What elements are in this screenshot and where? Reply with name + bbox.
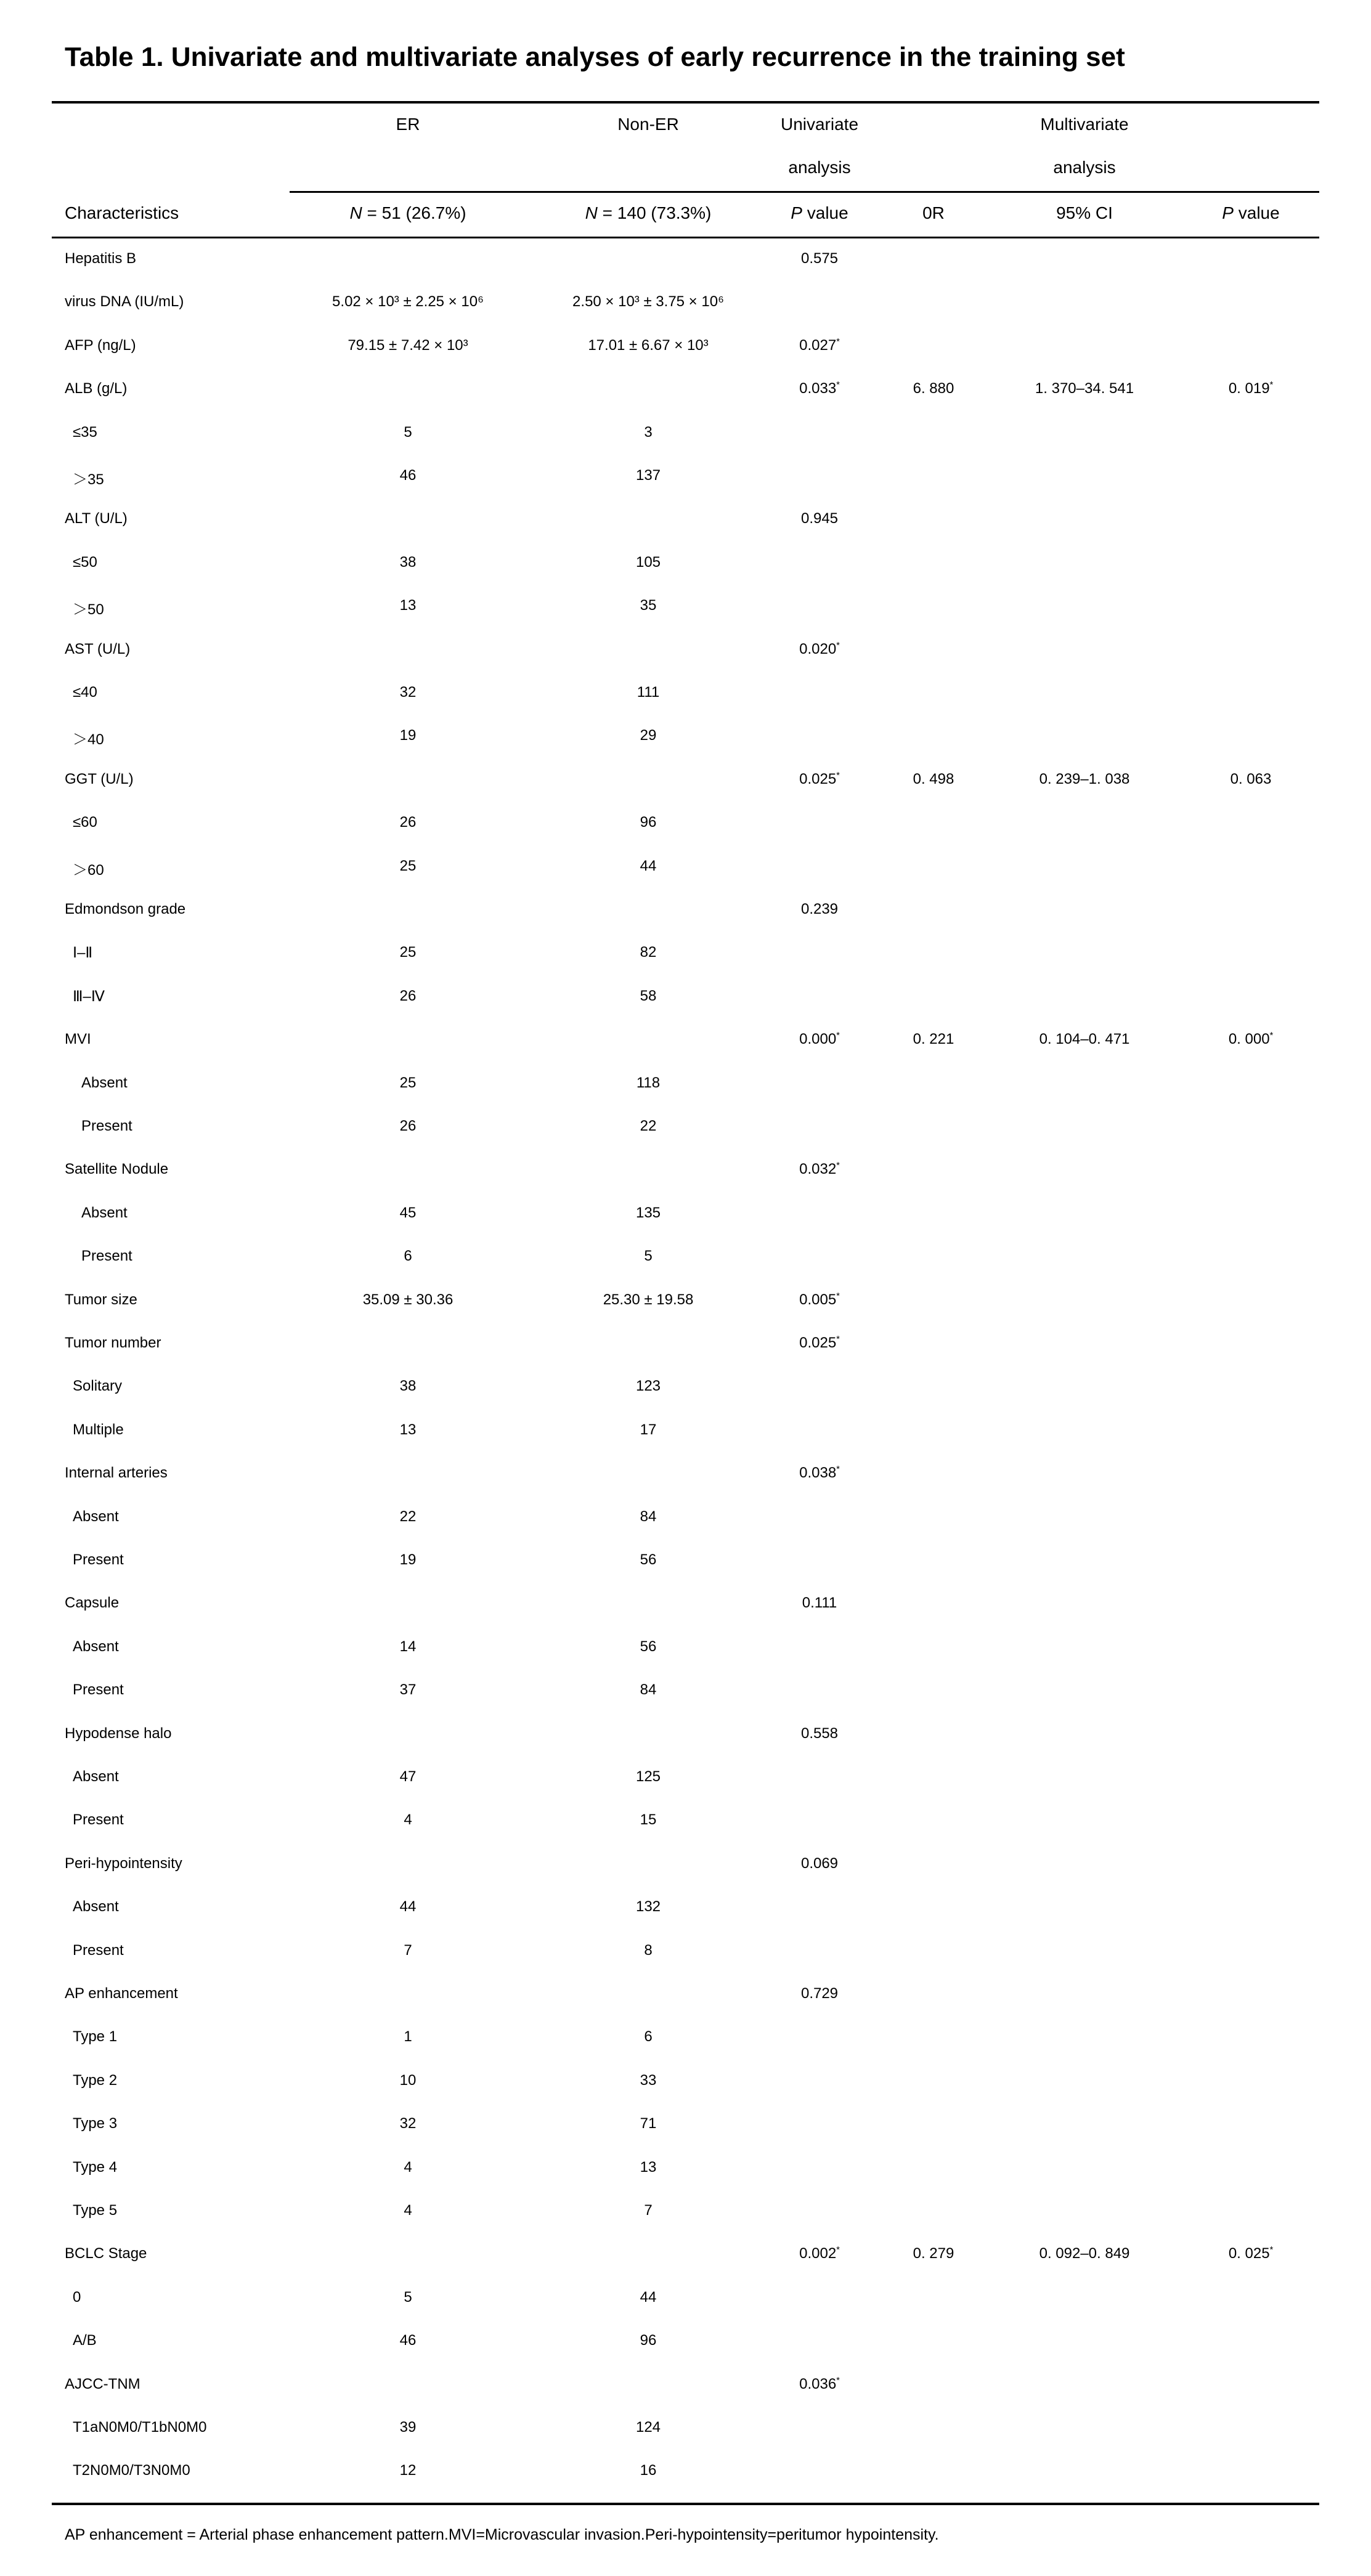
row-univariate-p: 0.000* bbox=[799, 1031, 840, 1047]
row-characteristic: A/B bbox=[73, 2332, 97, 2349]
header-p-value-text: value bbox=[802, 203, 848, 222]
row-er-value: 14 bbox=[399, 1638, 417, 1655]
row-characteristic: AFP (ng/L) bbox=[65, 337, 136, 354]
row-characteristic: Type 5 bbox=[73, 2202, 118, 2219]
header-multi-p-value-text: value bbox=[1233, 203, 1280, 222]
row-er-value: 79.15 ± 7.42 × 10³ bbox=[348, 337, 468, 354]
row-characteristic: Internal arteries bbox=[65, 1465, 168, 1481]
header-non-er-n-text: = 140 (73.3%) bbox=[597, 203, 712, 222]
row-characteristic: Present bbox=[73, 1681, 124, 1698]
header-non-er-n: N = 140 (73.3%) bbox=[585, 203, 712, 222]
row-characteristic: Tumor size bbox=[65, 1291, 137, 1308]
row-non-er-value: 2.50 × 10³ ± 3.75 × 10⁶ bbox=[572, 293, 724, 310]
row-characteristic: Absent bbox=[81, 1075, 128, 1091]
row-odds-ratio: 6. 880 bbox=[913, 380, 954, 397]
row-non-er-value: 15 bbox=[640, 1811, 657, 1828]
row-non-er-value: 124 bbox=[635, 2419, 661, 2436]
table-title: Table 1. Univariate and multivariate analyses of early recurrence in the training set bbox=[65, 42, 1125, 72]
row-non-er-value: 17.01 ± 6.67 × 10³ bbox=[588, 337, 709, 354]
bottom-rule bbox=[52, 2503, 1319, 2505]
row-univariate-p: 0.020* bbox=[799, 641, 840, 657]
row-odds-ratio: 0. 279 bbox=[913, 2245, 954, 2262]
row-characteristic: Absent bbox=[73, 1638, 119, 1655]
row-er-value: 38 bbox=[399, 554, 417, 571]
row-confidence-interval: 0. 092–0. 849 bbox=[1039, 2245, 1130, 2262]
row-er-value: 1 bbox=[404, 2028, 412, 2045]
row-non-er-value: 8 bbox=[644, 1942, 653, 1959]
row-univariate-p: 0.239 bbox=[800, 901, 839, 917]
row-univariate-p: 0.002* bbox=[799, 2245, 840, 2262]
row-confidence-interval: 1. 370–34. 541 bbox=[1035, 380, 1134, 397]
row-non-er-value: 33 bbox=[640, 2072, 657, 2089]
row-univariate-p: 0.729 bbox=[800, 1985, 839, 2002]
row-characteristic: ＞60 bbox=[73, 862, 104, 879]
row-characteristic: BCLC Stage bbox=[65, 2245, 147, 2262]
row-non-er-value: 105 bbox=[635, 554, 661, 571]
row-er-value: 4 bbox=[404, 2202, 412, 2219]
row-er-value: 46 bbox=[399, 2332, 417, 2349]
row-characteristic: Type 4 bbox=[73, 2159, 118, 2176]
row-non-er-value: 35 bbox=[640, 597, 657, 614]
row-univariate-p: 0.032* bbox=[799, 1161, 840, 1177]
row-er-value: 46 bbox=[399, 467, 417, 484]
row-non-er-value: 123 bbox=[635, 1378, 661, 1394]
row-non-er-value: 58 bbox=[640, 988, 657, 1004]
row-non-er-value: 96 bbox=[640, 814, 657, 831]
row-er-value: 12 bbox=[399, 2462, 417, 2479]
row-characteristic: AP enhancement bbox=[65, 1985, 178, 2002]
row-characteristic: Present bbox=[81, 1248, 132, 1264]
row-er-value: 26 bbox=[399, 814, 417, 831]
row-er-value: 35.09 ± 30.36 bbox=[362, 1291, 454, 1308]
row-er-value: 13 bbox=[399, 597, 417, 614]
row-characteristic: ＞50 bbox=[73, 601, 104, 618]
row-non-er-value: 3 bbox=[644, 424, 653, 441]
row-odds-ratio: 0. 498 bbox=[913, 771, 954, 787]
row-non-er-value: 84 bbox=[640, 1681, 657, 1698]
row-er-value: 13 bbox=[399, 1421, 417, 1438]
row-univariate-p: 0.945 bbox=[800, 510, 839, 527]
row-characteristic: Present bbox=[73, 1811, 124, 1828]
row-confidence-interval: 0. 239–1. 038 bbox=[1039, 771, 1130, 787]
row-er-value: 4 bbox=[404, 1811, 412, 1828]
row-characteristic: ＞35 bbox=[73, 471, 104, 488]
row-multivariate-p: 0. 019* bbox=[1228, 380, 1274, 397]
row-er-value: 10 bbox=[399, 2072, 417, 2089]
row-er-value: 22 bbox=[399, 1508, 417, 1525]
row-characteristic: Tumor number bbox=[65, 1335, 161, 1351]
row-univariate-p: 0.558 bbox=[800, 1725, 839, 1742]
row-non-er-value: 96 bbox=[640, 2332, 657, 2349]
row-non-er-value: 22 bbox=[640, 1118, 657, 1134]
header-ci: 95% CI bbox=[1056, 203, 1113, 222]
row-characteristic: MVI bbox=[65, 1031, 91, 1047]
row-characteristic: Capsule bbox=[65, 1595, 120, 1611]
row-univariate-p: 0.005* bbox=[799, 1291, 840, 1308]
header-multi-p-value: P value bbox=[1222, 203, 1280, 222]
row-er-value: 25 bbox=[399, 1075, 417, 1091]
row-non-er-value: 82 bbox=[640, 944, 657, 961]
header-univariate: Univariate bbox=[780, 115, 859, 134]
row-multivariate-p: 0. 000* bbox=[1228, 1031, 1274, 1047]
row-characteristic: Present bbox=[73, 1551, 124, 1568]
row-characteristic: Hypodense halo bbox=[65, 1725, 172, 1742]
row-characteristic: Multiple bbox=[73, 1421, 124, 1438]
row-characteristic: Ⅲ–Ⅳ bbox=[73, 988, 105, 1005]
row-odds-ratio: 0. 221 bbox=[913, 1031, 954, 1047]
row-non-er-value: 56 bbox=[640, 1638, 657, 1655]
row-characteristic: Present bbox=[73, 1942, 124, 1959]
row-characteristic: Type 2 bbox=[73, 2072, 118, 2089]
header-p-value: P value bbox=[791, 203, 848, 222]
row-characteristic: Type 3 bbox=[73, 2115, 118, 2132]
header-multivariate: Multivariate bbox=[1040, 115, 1129, 134]
row-multivariate-p: 0. 063 bbox=[1230, 771, 1272, 787]
header-multivariate-2: analysis bbox=[1053, 158, 1116, 177]
row-er-value: 25 bbox=[399, 858, 417, 874]
row-non-er-value: 29 bbox=[640, 727, 657, 744]
row-er-value: 38 bbox=[399, 1378, 417, 1394]
row-non-er-value: 13 bbox=[640, 2159, 657, 2176]
row-characteristic: Absent bbox=[81, 1205, 128, 1221]
row-er-value: 39 bbox=[399, 2419, 417, 2436]
row-non-er-value: 6 bbox=[644, 2028, 653, 2045]
row-non-er-value: 44 bbox=[640, 2289, 657, 2306]
row-er-value: 25 bbox=[399, 944, 417, 961]
row-univariate-p: 0.025* bbox=[799, 1335, 840, 1351]
row-multivariate-p: 0. 025* bbox=[1228, 2245, 1274, 2262]
row-univariate-p: 0.575 bbox=[800, 250, 839, 267]
row-er-value: 26 bbox=[399, 1118, 417, 1134]
row-er-value: 5.02 × 10³ ± 2.25 × 10⁶ bbox=[332, 293, 484, 310]
row-er-value: 44 bbox=[399, 1898, 417, 1915]
row-univariate-p: 0.025* bbox=[799, 771, 840, 787]
row-characteristic: Type 1 bbox=[73, 2028, 118, 2045]
row-characteristic: Peri-hypointensity bbox=[65, 1855, 182, 1872]
row-er-value: 5 bbox=[404, 2289, 412, 2306]
row-univariate-p: 0.038* bbox=[799, 1465, 840, 1481]
row-er-value: 6 bbox=[404, 1248, 412, 1264]
row-characteristic: AST (U/L) bbox=[65, 641, 131, 657]
row-characteristic: Hepatitis B bbox=[65, 250, 137, 267]
header-non-er: Non-ER bbox=[617, 115, 679, 134]
header-univariate-2: analysis bbox=[788, 158, 851, 177]
row-characteristic: ≤35 bbox=[73, 424, 97, 441]
row-characteristic: ALT (U/L) bbox=[65, 510, 128, 527]
header-or: 0R bbox=[922, 203, 945, 222]
row-characteristic: Solitary bbox=[73, 1378, 123, 1394]
row-er-value: 32 bbox=[399, 2115, 417, 2132]
row-er-value: 7 bbox=[404, 1942, 412, 1959]
row-non-er-value: 111 bbox=[637, 684, 660, 701]
row-er-value: 45 bbox=[399, 1205, 417, 1221]
header-er: ER bbox=[396, 115, 420, 134]
header-bottom-rule bbox=[52, 237, 1319, 238]
row-characteristic: ≤40 bbox=[73, 684, 97, 701]
footnote: AP enhancement = Arterial phase enhancement pattern.MVI=Microvascular invasion.Peri-hypointensity=peritumor hypointensity. bbox=[65, 2526, 939, 2543]
row-characteristic: Absent bbox=[73, 1898, 119, 1915]
row-non-er-value: 7 bbox=[644, 2202, 653, 2219]
row-characteristic: T2N0M0/T3N0M0 bbox=[73, 2462, 190, 2479]
row-characteristic: Satellite Nodule bbox=[65, 1161, 169, 1177]
row-er-value: 26 bbox=[399, 988, 417, 1004]
row-non-er-value: 16 bbox=[640, 2462, 657, 2479]
row-characteristic: T1aN0M0/T1bN0M0 bbox=[73, 2419, 207, 2436]
row-univariate-p: 0.027* bbox=[799, 337, 840, 354]
row-characteristic: ALB (g/L) bbox=[65, 380, 128, 397]
row-characteristic: Absent bbox=[73, 1508, 119, 1525]
row-characteristic: virus DNA (IU/mL) bbox=[65, 293, 184, 310]
row-characteristic: ≤50 bbox=[73, 554, 97, 571]
header-er-n: N = 51 (26.7%) bbox=[349, 203, 466, 222]
row-non-er-value: 125 bbox=[635, 1768, 661, 1785]
header-subrule bbox=[290, 191, 1319, 193]
row-confidence-interval: 0. 104–0. 471 bbox=[1039, 1031, 1130, 1047]
row-non-er-value: 71 bbox=[640, 2115, 657, 2132]
row-characteristic: 0 bbox=[73, 2289, 81, 2306]
row-er-value: 32 bbox=[399, 684, 417, 701]
row-characteristic: ≤60 bbox=[73, 814, 97, 831]
row-univariate-p: 0.069 bbox=[800, 1855, 839, 1872]
row-non-er-value: 135 bbox=[635, 1205, 661, 1221]
row-characteristic: GGT (U/L) bbox=[65, 771, 134, 787]
row-non-er-value: 132 bbox=[635, 1898, 661, 1915]
row-non-er-value: 118 bbox=[636, 1075, 661, 1091]
row-er-value: 4 bbox=[404, 2159, 412, 2176]
row-univariate-p: 0.111 bbox=[802, 1595, 837, 1611]
row-er-value: 37 bbox=[399, 1681, 417, 1698]
row-er-value: 5 bbox=[404, 424, 412, 441]
header-er-n-text: = 51 (26.7%) bbox=[362, 203, 466, 222]
row-non-er-value: 5 bbox=[644, 1248, 653, 1264]
row-non-er-value: 137 bbox=[635, 467, 661, 484]
row-non-er-value: 56 bbox=[640, 1551, 657, 1568]
row-er-value: 19 bbox=[399, 1551, 417, 1568]
row-univariate-p: 0.036* bbox=[799, 2376, 840, 2392]
row-er-value: 47 bbox=[399, 1768, 417, 1785]
row-characteristic: Ⅰ–Ⅱ bbox=[73, 945, 93, 961]
row-univariate-p: 0.033* bbox=[799, 380, 840, 397]
row-non-er-value: 84 bbox=[640, 1508, 657, 1525]
row-characteristic: Absent bbox=[73, 1768, 119, 1785]
row-characteristic: Present bbox=[81, 1118, 132, 1134]
row-non-er-value: 17 bbox=[640, 1421, 657, 1438]
row-non-er-value: 25.30 ± 19.58 bbox=[603, 1291, 694, 1308]
top-rule bbox=[52, 101, 1319, 104]
row-non-er-value: 44 bbox=[640, 858, 657, 874]
row-characteristic: Edmondson grade bbox=[65, 901, 186, 917]
row-characteristic: ＞40 bbox=[73, 731, 104, 748]
row-er-value: 19 bbox=[399, 727, 417, 744]
row-characteristic: AJCC-TNM bbox=[65, 2376, 140, 2392]
header-characteristics: Characteristics bbox=[65, 203, 179, 222]
